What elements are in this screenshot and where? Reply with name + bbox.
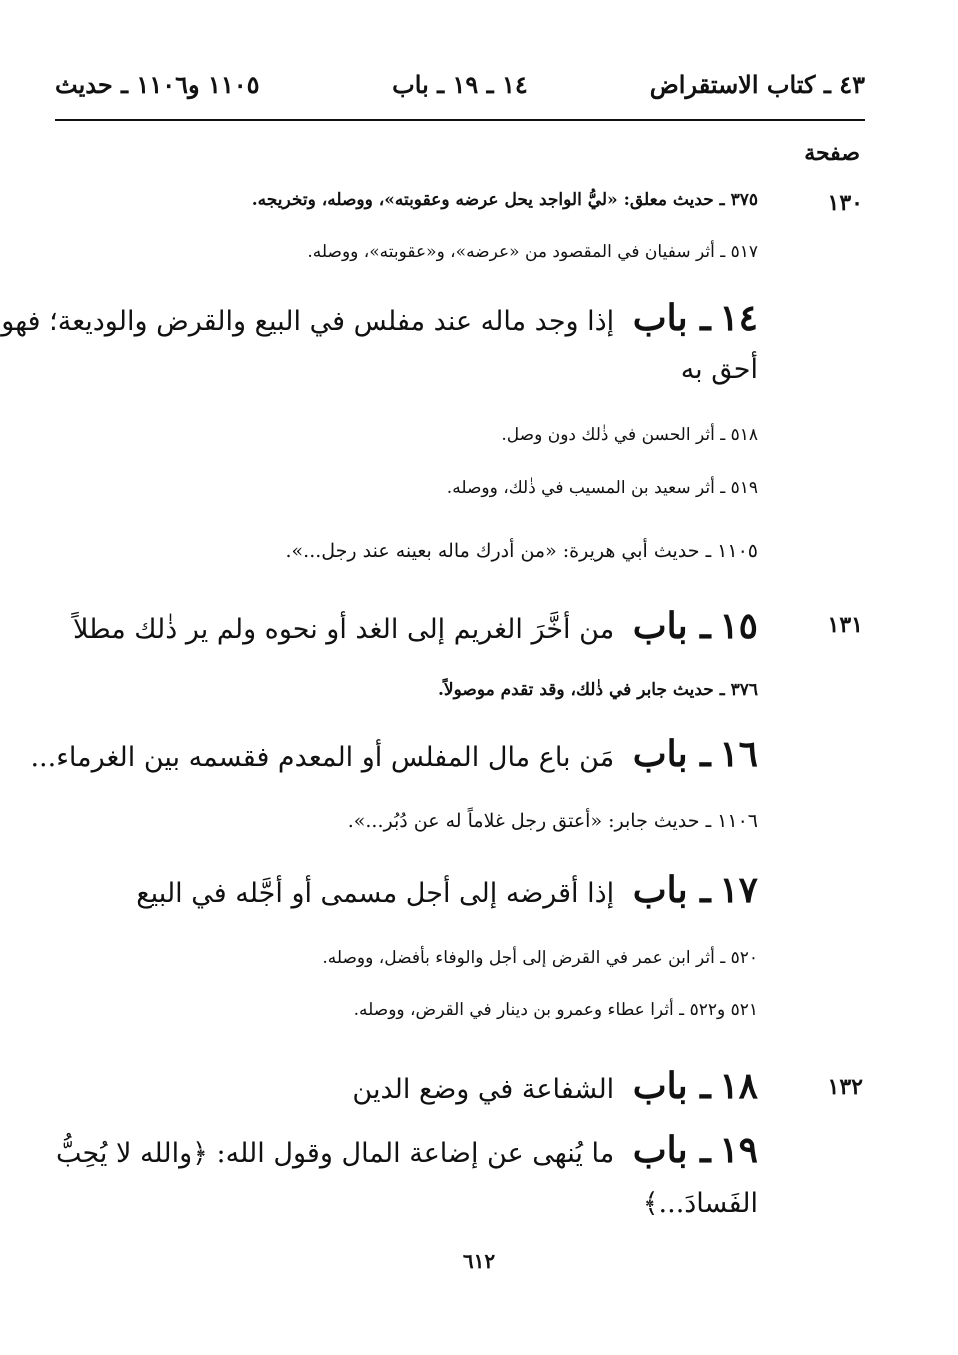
entry-text: ٣٧٦ ـ حديث جابر في ذٰلك، وقد تقدم موصولاً.	[437, 680, 758, 700]
chapter-title-continued: الفَسادَ...﴾	[642, 1188, 758, 1219]
chapter-number: ١٥	[719, 605, 758, 647]
chapter-title: مَن باع مال المفلس أو المعدم فقسمه بين الغرماء...	[30, 742, 615, 773]
entry-text: ٣٧٥ ـ حديث معلق: «ليُّ الواجد يحل عرضه وعقوبته»، ووصله، وتخريجه.	[251, 190, 758, 210]
page-number: ٦١٢	[462, 1249, 496, 1273]
chapter-title: إذا أقرضه إلى أجل مسمى أو أجَّله في البيع	[136, 878, 615, 909]
header-book-title: ٤٣ ـ كتاب الاستقراض	[649, 70, 865, 99]
chapter-word: ـ باب	[632, 1065, 711, 1107]
entry-text: ٥١٧ ـ أثر سفيان في المقصود من «عرضه»، و«عقوبته»، ووصله.	[307, 242, 758, 262]
entry-text: ١١٠٥ ـ حديث أبي هريرة: «من أدرك ماله بعينه عند رجل...».	[285, 540, 758, 562]
chapter-word: ـ باب	[632, 605, 711, 647]
entry-text: ٥١٨ ـ أثر الحسن في ذٰلك دون وصل.	[501, 425, 758, 445]
header-rule	[55, 119, 865, 121]
chapter-title: الشفاعة في وضع الدين	[352, 1074, 615, 1105]
page-ref: ١٣٠	[827, 190, 863, 216]
chapter-title: إذا وجد ماله عند مفلس في البيع والقرض والوديعة؛ فهو	[1, 306, 615, 337]
chapter-title: من أخَّرَ الغريم إلى الغد أو نحوه ولم ير ذٰلك مطلاً	[72, 614, 615, 645]
chapter-number: ١٧	[719, 869, 758, 911]
chapter-word: ـ باب	[632, 297, 711, 339]
page-ref: ١٣١	[827, 612, 863, 638]
running-header	[55, 70, 865, 110]
chapter-title: ما يُنهى عن إضاعة المال وقول الله: ﴿والله لا يُحِبُّ	[55, 1138, 615, 1169]
page-column-label: صفحة	[804, 140, 860, 166]
entry-text: ٥٢١ و٥٢٢ ـ أثرا عطاء وعمرو بن دينار في القرض، ووصله.	[353, 1000, 758, 1020]
chapter-number: ١٩	[719, 1129, 758, 1171]
entry-text: ٥٢٠ ـ أثر ابن عمر في القرض إلى أجل والوفاء بأفضل، ووصله.	[322, 948, 758, 968]
page-ref: ١٣٢	[827, 1074, 863, 1100]
chapter-word: ـ باب	[632, 733, 711, 775]
chapter-word: ـ باب	[632, 869, 711, 911]
entry-text: ٥١٩ ـ أثر سعيد بن المسيب في ذٰلك، ووصله.	[446, 478, 758, 498]
header-chapter-range: ١٤ ـ ١٩ ـ باب	[392, 70, 528, 99]
chapter-title-continued: أحق به	[680, 354, 758, 385]
chapter-number: ١٦	[719, 733, 758, 775]
entry-text: ١١٠٦ ـ حديث جابر: «أعتق رجل غلاماً له عن دُبُر...».	[347, 810, 758, 832]
chapter-number: ١٨	[719, 1065, 758, 1107]
chapter-number: ١٤	[719, 297, 758, 339]
chapter-word: ـ باب	[632, 1129, 711, 1171]
header-hadith-range: ١١٠٥ و١١٠٦ ـ حديث	[55, 70, 260, 99]
